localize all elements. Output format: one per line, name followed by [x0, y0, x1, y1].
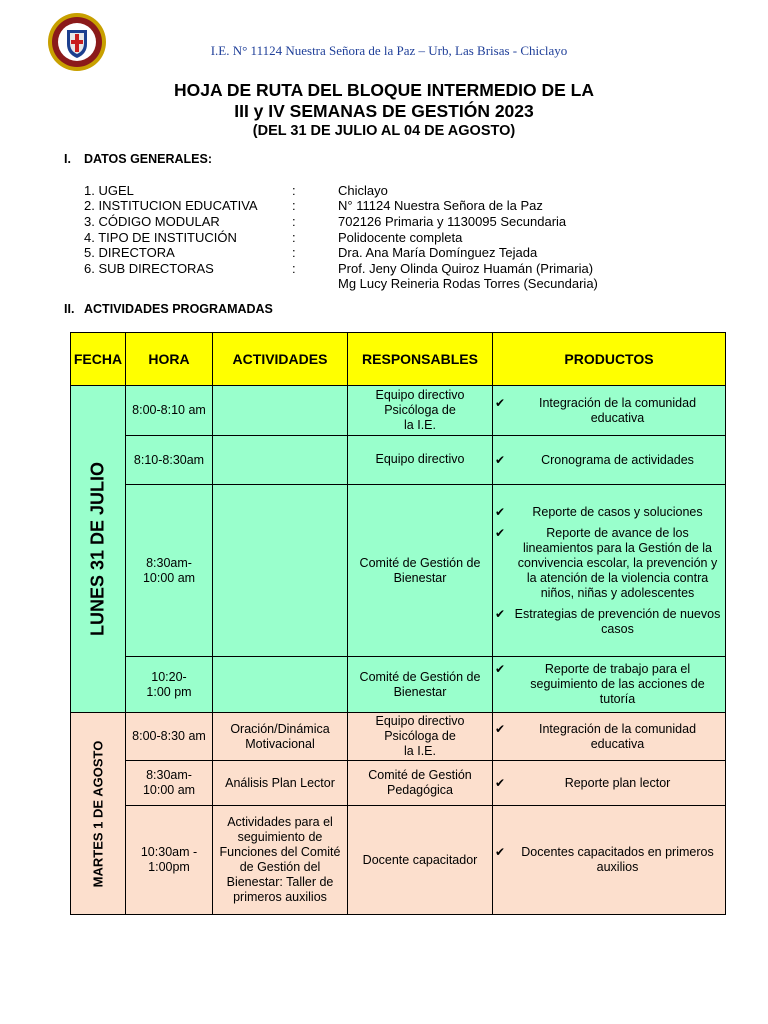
checkmark-icon: ✔	[495, 606, 506, 621]
hora-cell: 8:00-8:30 am	[126, 713, 213, 761]
product-item: ✔ Estrategias de prevención de nuevos casos	[495, 606, 721, 636]
table-row	[71, 806, 726, 915]
checkmark-icon: ✔	[495, 525, 506, 540]
day-label: LUNES 31 DE JULIO	[87, 461, 108, 637]
actividad-cell	[213, 485, 348, 657]
table-row	[71, 436, 726, 485]
actividad-cell: Actividades para el seguimiento de Funciones del Comité de Gestión del Bienestar: Taller de primeros auxilios	[213, 806, 348, 915]
product-item: ✔ Reporte plan lector	[495, 775, 671, 790]
product-item: ✔ Reporte de avance de los lineamientos para la Gestión de la convivencia escolar, la prevención y la atención de la violencia contra niños, niñas y adolescentes	[495, 525, 718, 600]
table-row	[71, 386, 726, 436]
actividad-cell: Oración/Dinámica Motivacional	[213, 713, 348, 761]
responsable-cell: Comité de Gestión Pedagógica	[348, 761, 493, 806]
day-label-cell	[71, 386, 126, 713]
responsable-cell: Equipo directivo	[348, 436, 493, 485]
checkmark-icon: ✔	[495, 504, 506, 519]
actividad-cell	[213, 386, 348, 436]
product-item: ✔ Integración de la comunidad educativa	[495, 721, 697, 751]
actividad-cell: Análisis Plan Lector	[213, 761, 348, 806]
table-row	[71, 657, 726, 713]
product-item: ✔ Reporte de trabajo para el seguimiento de las acciones de tutoría	[495, 662, 705, 706]
hora-cell: 8:30am- 10:00 am	[126, 485, 213, 657]
productos-cell	[493, 806, 726, 915]
product-item: ✔ Reporte de casos y soluciones	[495, 504, 703, 519]
productos-cell	[493, 657, 726, 713]
hora-cell: 8:30am- 10:00 am	[126, 761, 213, 806]
day-label: MARTES 1 DE AGOSTO	[90, 740, 106, 887]
productos-cell	[493, 386, 726, 436]
header-hora: HORA	[126, 333, 213, 386]
actividad-cell	[213, 657, 348, 713]
productos-cell	[493, 436, 726, 485]
header-fecha: FECHA	[71, 333, 126, 386]
institution-line: I.E. N° 11124 Nuestra Señora de la Paz – Urb, Las Brisas - Chiclayo	[210, 43, 568, 58]
header-actividades: ACTIVIDADES	[213, 333, 348, 386]
document-title-line2: III y IV SEMANAS DE GESTIÓN 2023	[234, 101, 534, 121]
checkmark-icon: ✔	[495, 452, 506, 467]
product-item: ✔ Docentes capacitados en primeros auxilios	[495, 845, 714, 874]
hora-cell: 10:30am - 1:00pm	[126, 806, 213, 915]
responsable-cell: Equipo directivo Psicóloga de la I.E.	[348, 386, 493, 436]
responsable-cell: Docente capacitador	[348, 806, 493, 915]
product-item: ✔ Cronograma de actividades	[495, 452, 694, 467]
hora-cell: 8:10-8:30am	[126, 436, 213, 485]
responsable-cell: Comité de Gestión de Bienestar	[348, 657, 493, 713]
responsable-cell: Equipo directivo Psicóloga de la I.E.	[348, 713, 493, 761]
table-row	[71, 485, 726, 657]
checkmark-icon: ✔	[495, 395, 506, 410]
section-heading-datos-generales: I. DATOS GENERALES:	[64, 152, 213, 166]
school-crest-icon	[47, 12, 107, 72]
product-item: ✔ Integración de la comunidad educativa	[495, 395, 697, 425]
document-title: HOJA DE RUTA DEL BLOQUE INTERMEDIO DE LA	[173, 80, 595, 100]
header-productos: PRODUCTOS	[493, 333, 726, 386]
checkmark-icon: ✔	[495, 845, 506, 859]
table-row	[71, 761, 726, 806]
checkmark-icon: ✔	[495, 721, 506, 736]
productos-cell	[493, 761, 726, 806]
checkmark-icon: ✔	[495, 662, 506, 676]
section-heading-actividades: II. ACTIVIDADES PROGRAMADAS	[64, 302, 273, 316]
table-row	[71, 713, 726, 761]
productos-cell	[493, 713, 726, 761]
checkmark-icon: ✔	[495, 775, 506, 790]
document-date-range: (DEL 31 DE JULIO AL 04 DE AGOSTO)	[252, 123, 516, 139]
hora-cell: 8:00-8:10 am	[126, 386, 213, 436]
responsable-cell: Comité de Gestión de Bienestar	[348, 485, 493, 657]
header-responsables: RESPONSABLES	[348, 333, 493, 386]
schedule-table	[70, 332, 726, 915]
actividad-cell	[213, 436, 348, 485]
hora-cell: 10:20- 1:00 pm	[126, 657, 213, 713]
productos-cell	[493, 485, 726, 657]
table-header-row	[71, 333, 726, 386]
day-label-cell	[71, 713, 126, 915]
